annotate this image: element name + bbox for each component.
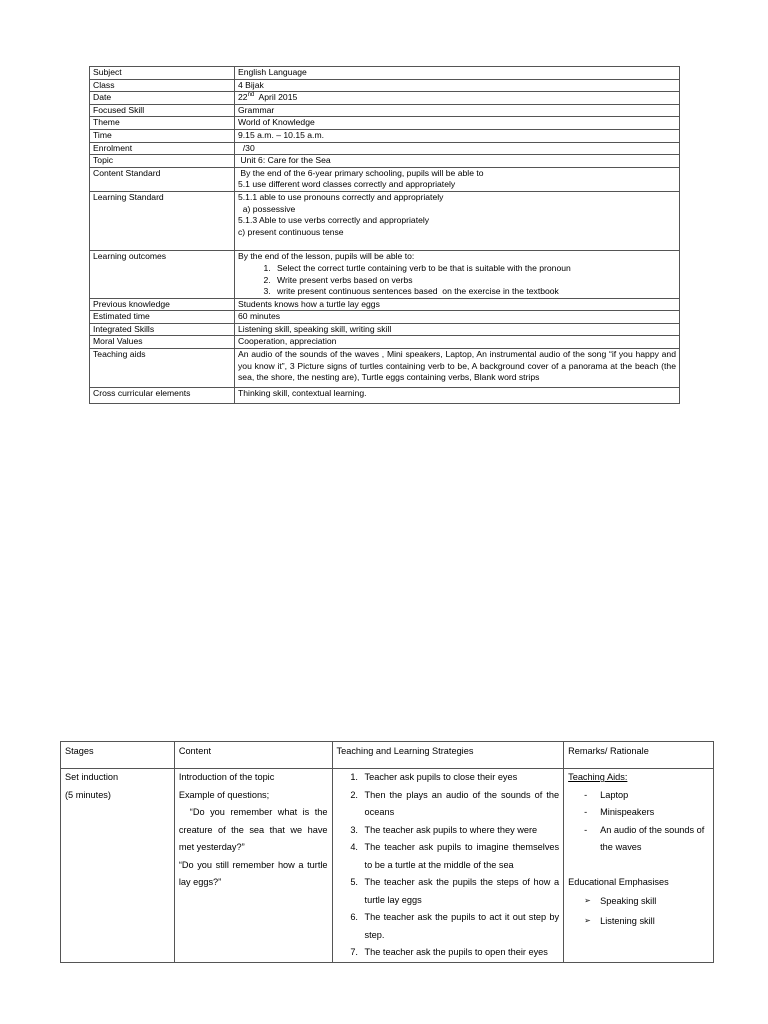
info-row-learning-standard — [90, 191, 680, 250]
info-key: Enrolment — [90, 142, 235, 155]
info-value: Unit 6: Care for the Sea — [235, 155, 680, 168]
info-value: English Language — [235, 67, 680, 80]
info-key: Integrated Skills — [90, 323, 235, 336]
strategy-item: 4. The teacher ask pupils to imagine themselves to be a turtle at the middle of the sea — [361, 839, 560, 874]
teaching-aid-item: - Laptop — [584, 787, 709, 805]
header-content: Content — [174, 742, 332, 769]
info-key: Learning outcomes — [90, 251, 235, 298]
info-key: Theme — [90, 117, 235, 130]
stage-name: Set induction — [65, 772, 119, 782]
header-stages: Stages — [61, 742, 175, 769]
educational-emphasises-title: Educational Emphasises — [568, 876, 669, 887]
info-row-content-standard — [90, 167, 680, 191]
learning-standard-line: 5.1.1 able to use pronouns correctly and appropriately — [238, 191, 444, 202]
strategies-cell — [332, 769, 564, 963]
lesson-header-row — [61, 742, 714, 769]
spacer — [238, 238, 676, 250]
info-value — [235, 251, 680, 298]
info-row-estimated-time — [90, 311, 680, 324]
strategy-item: 7. The teacher ask the pupils to open their eyes — [361, 944, 560, 962]
learning-standard-line: a) possessive — [238, 203, 296, 214]
strategy-item: 3. The teacher ask pupils to where they were — [361, 822, 560, 840]
info-row-time — [90, 129, 680, 142]
info-row-theme — [90, 117, 680, 130]
info-key: Estimated time — [90, 311, 235, 324]
content-standard-line: By the end of the 6-year primary schooling, pupils will be able to — [238, 167, 484, 178]
info-key: Class — [90, 79, 235, 92]
info-row-integrated-skills — [90, 323, 680, 336]
learning-outcomes-list — [238, 263, 676, 298]
info-value: 9.15 a.m. – 10.15 a.m. — [235, 129, 680, 142]
remarks-cell — [564, 769, 714, 963]
info-key: Moral Values — [90, 336, 235, 349]
info-value — [235, 167, 680, 191]
learning-standard-line: c) present continuous tense — [238, 226, 344, 237]
lesson-info-table — [89, 66, 680, 404]
info-row-learning-outcomes — [90, 251, 680, 298]
learning-outcome-item: 1. Select the correct turtle containing verb to be that is suitable with the pronoun — [273, 263, 676, 275]
teaching-aids-list — [568, 787, 709, 857]
learning-outcome-item: 3. write present continuous sentences based on the exercise in the textbook — [273, 286, 676, 298]
info-key: Topic — [90, 155, 235, 168]
info-value: Thinking skill, contextual learning. — [235, 387, 680, 404]
content-line: Introduction of the topic — [178, 772, 275, 782]
info-row-cross-curricular — [90, 387, 680, 404]
info-value: /30 — [235, 142, 680, 155]
info-key: Focused Skill — [90, 104, 235, 117]
teaching-aids-title: Teaching Aids: — [568, 772, 628, 782]
info-row-enrolment — [90, 142, 680, 155]
info-value: Grammar — [235, 104, 680, 117]
strategy-item: 1. Teacher ask pupils to close their eyes — [361, 769, 560, 787]
info-value: Students knows how a turtle lay eggs — [235, 298, 680, 311]
stage-duration: (5 minutes) — [65, 789, 111, 800]
teaching-aid-item: - Minispeakers — [584, 804, 709, 822]
info-row-class — [90, 79, 680, 92]
strategy-item: 2. Then the plays an audio of the sounds of the oceans — [361, 787, 560, 822]
info-key: Subject — [90, 67, 235, 80]
header-strategies: Teaching and Learning Strategies — [332, 742, 564, 769]
header-remarks: Remarks/ Rationale — [564, 742, 714, 769]
lesson-row-set-induction — [61, 769, 714, 963]
learning-outcome-item: 2. Write present verbs based on verbs — [273, 275, 676, 287]
info-row-topic — [90, 155, 680, 168]
info-key: Cross curricular elements — [90, 387, 235, 404]
info-value: World of Knowledge — [235, 117, 680, 130]
info-row-moral-values — [90, 336, 680, 349]
info-value — [235, 191, 680, 250]
content-cell — [174, 769, 332, 963]
info-value: An audio of the sounds of the waves , Mini speakers, Laptop, An instrumental audio of the song “if you happy and you know it”, 3 Picture signs of turtles containing verb to be, A background cover of a panorama at the beach (the sea, the shore, the nesting are), Turtle eggs containing verbs, Blank word strips — [235, 349, 680, 388]
info-row-teaching-aids — [90, 349, 680, 388]
strategy-item: 5. The teacher ask the pupils the steps of how a turtle lay eggs — [361, 874, 560, 909]
info-value: Cooperation, appreciation — [235, 336, 680, 349]
info-row-focused-skill — [90, 104, 680, 117]
emphasis-item: ➢ Speaking skill — [584, 891, 709, 911]
info-row-date — [90, 92, 680, 105]
educational-emphasises-list — [568, 891, 709, 931]
info-value: 60 minutes — [235, 311, 680, 324]
info-value — [235, 92, 680, 105]
strategy-item: 6. The teacher ask the pupils to act it out step by step. — [361, 909, 560, 944]
info-key: Previous knowledge — [90, 298, 235, 311]
spacer — [568, 857, 709, 874]
info-row-subject — [90, 67, 680, 80]
info-key: Learning Standard — [90, 191, 235, 250]
date-day: 22 — [238, 92, 248, 103]
teaching-aid-item: - An audio of the sounds of the waves — [584, 822, 709, 857]
info-key: Time — [90, 129, 235, 142]
info-value: Listening skill, speaking skill, writing skill — [235, 323, 680, 336]
info-row-previous-knowledge — [90, 298, 680, 311]
content-question: “Do you still remember how a turtle lay eggs?” — [178, 859, 328, 887]
info-key: Teaching aids — [90, 349, 235, 388]
content-question: “Do you remember what is the creature of the sea that we have met yesterday?” — [178, 807, 331, 852]
date-suffix: nd — [247, 92, 255, 99]
info-key: Date — [90, 92, 235, 105]
content-standard-line: 5.1 use different word classes correctly and appropriately — [238, 179, 456, 190]
learning-outcomes-intro: By the end of the lesson, pupils will be able to: — [238, 251, 415, 262]
info-key: Content Standard — [90, 167, 235, 191]
stage-cell — [61, 769, 175, 963]
learning-standard-line: 5.1.3 Able to use verbs correctly and appropriately — [238, 215, 430, 226]
strategies-list — [337, 769, 560, 962]
lesson-plan-table — [60, 741, 714, 963]
info-value: 4 Bijak — [235, 79, 680, 92]
date-rest: April 2015 — [254, 92, 298, 103]
emphasis-item: ➢ Listening skill — [584, 911, 709, 931]
content-line: Example of questions; — [178, 789, 270, 800]
